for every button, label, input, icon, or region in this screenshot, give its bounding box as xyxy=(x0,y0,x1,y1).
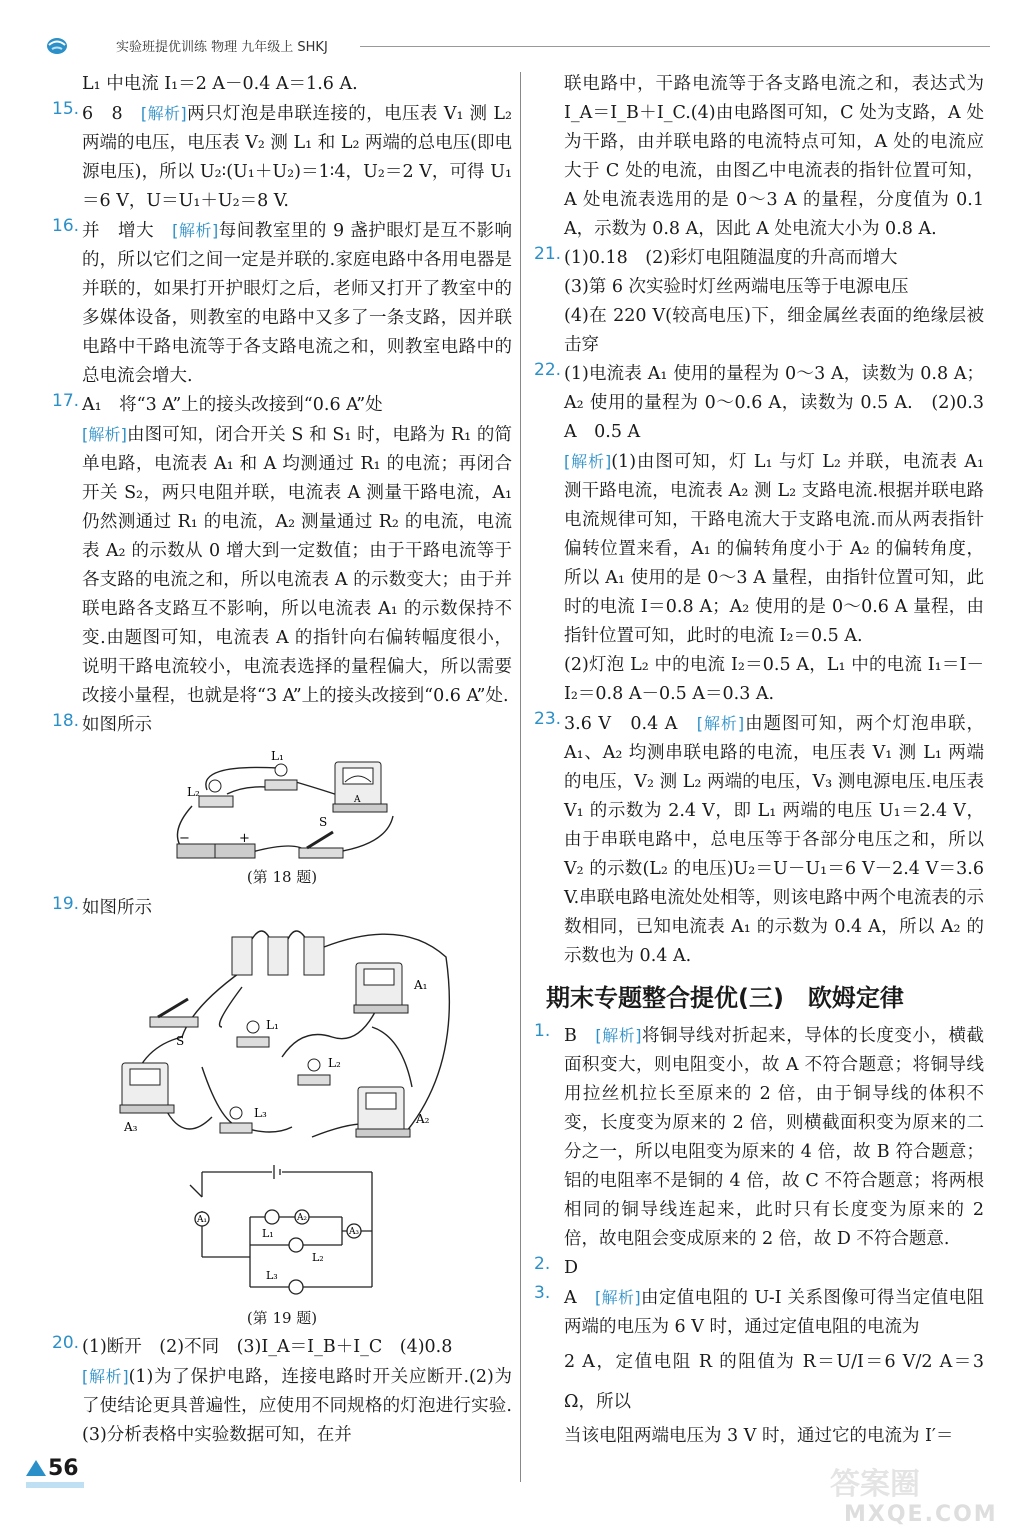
schem-l2: L₂ xyxy=(312,1251,324,1264)
question-21 xyxy=(534,244,984,360)
analysis-tag: [解析] xyxy=(696,714,745,733)
ammeter-a1-icon xyxy=(354,963,408,1013)
page-number xyxy=(26,1456,84,1490)
label-l3: L₃ xyxy=(254,1106,267,1120)
header-rule xyxy=(360,46,990,47)
analysis-text: 将铜导线对折起来，导体的长度变小，横截面积变大，则电阻变小，故 A 不符合题意；将铜导线用拉丝机拉长至原来的 2 倍，由于铜导线的体积不变，长度变为原来的 2 倍，则横截面积变为原来的二分之一，所以电阻变为原来的 4 倍，故 B 符合题意；铝的电阻率不是铜的 4 倍，故 C 不符合题意；将两根相同的铜导线连起来，此时只有长度变为原来的 2 倍，故电阻会变成原来的 2 倍，故 D 不符合题意. xyxy=(564,1026,984,1249)
analysis-tag: [解析] xyxy=(140,104,187,123)
watermark-logo: 答案圈 xyxy=(830,1467,920,1502)
answer: 3.6 V 0.4 A xyxy=(564,714,697,734)
label-a2: A₂ xyxy=(416,1112,430,1126)
schematic-diagram xyxy=(190,1165,372,1294)
analysis-text: 每间教室里的 9 盏护眼灯是互不影响的，所以它们之间一定是并联的.家庭电路中各用电器是并联的，如果打开护眼灯之后，老师又打开了教室中的多媒体设备，则教室的电路中又多了一条支路，因并联电路中干路电流等于各支路电流之和，则教室电路中的总电流会增大. xyxy=(82,221,512,386)
schem-a1: A₁ xyxy=(196,1215,208,1225)
question-number: 17. xyxy=(52,391,80,411)
question-number: 18. xyxy=(52,711,80,731)
analysis-tag: [解析] xyxy=(564,452,612,471)
right-column xyxy=(534,70,984,1451)
watermark-url: MXQE.COM xyxy=(844,1502,998,1527)
analysis-text: (1)为了保护电路，连接电路时开关应断开.(2)为了使结论更具普遍性，应使用不同规格的灯泡进行实验.(3)分析表格中实验数据可知，在并 xyxy=(82,1367,512,1445)
question-22 xyxy=(534,360,984,709)
answer: 并 增大 xyxy=(82,221,173,241)
book-logo-icon xyxy=(46,34,68,56)
question-number: 19. xyxy=(52,894,80,914)
switch-icon xyxy=(299,832,343,858)
section-title: 期末专题整合提优(三) 欧姆定律 xyxy=(546,984,904,1012)
analysis-tag: [解析] xyxy=(82,425,127,444)
battery-icon xyxy=(177,844,255,858)
page-header xyxy=(30,30,990,58)
analysis-text-2: (2)灯泡 L₂ 中的电流 I₂＝0.5 A，L₁ 中的电流 I₁＝I－I₂＝0.8 A－0.5 A＝0.3 A. xyxy=(564,655,984,704)
analysis-tag: [解析] xyxy=(594,1288,641,1307)
label-s: S xyxy=(319,815,328,829)
answer: B xyxy=(564,1026,596,1046)
answer: 如图所示 xyxy=(82,898,152,918)
ammeter-a3-icon xyxy=(120,1063,174,1113)
analysis-tag: [解析] xyxy=(595,1026,642,1045)
answer: A₁ 将“3 A”上的接头改接到“0.6 A”处 xyxy=(82,395,383,415)
question-number: 2. xyxy=(534,1254,551,1274)
section-question-1 xyxy=(534,1021,984,1254)
label-minus: − xyxy=(179,831,190,846)
analysis-tag: [解析] xyxy=(82,1367,129,1386)
analysis-text: 两只灯泡是串联连接的，电压表 V₁ 测 L₂ 两端的电压，电压表 V₂ 测 L₁ 和 L₂ 两端的总电压(即电源电压)，所以 U₂∶(U₁＋U₂)＝1∶4，U₂＝2 V，可得 U₁＝6 V，U＝U₁＋U₂＝8 V. xyxy=(82,104,512,211)
label-plus: + xyxy=(239,831,250,846)
question-17 xyxy=(52,391,512,711)
q14-continuation: L₁ 中电流 I₁＝2 A－0.4 A＝1.6 A. xyxy=(82,74,358,94)
question-19 xyxy=(52,894,512,923)
figure-18-circuit xyxy=(157,744,407,866)
formula-line: 2 A，定值电阻 R 的阻值为 R＝U/I＝6 V/2 A＝3 Ω，所以 xyxy=(564,1352,984,1412)
left-column xyxy=(52,70,512,1450)
analysis-text: 由图可知，闭合开关 S 和 S₁ 时，电路为 R₁ 的简单电路，电流表 A₁ 和 A 均测通过 R₁ 的电流；再闭合开关 S₂，两只电阻并联，电流表 A 测量干路电流，A₁ 仍然测通过 R₁ 的电流，A₂ 测量通过 R₂ 的电流，电流表 A₂ 的示数从 0 增大到一定数值；由于干路电流等于各支路的电流之和，所以电流表 A 的示数变大；由于并联电路各支路互不影响，所以电流表 A₁ 的示数保持不变.由题图可知，电流表 A 的指针向右偏转幅度很小，说明干路电流较小，电流表选择的量程偏大，所以需要改接小量程，也就是将“3 A”上的接头改接到“0.6 A”处. xyxy=(82,425,512,706)
answer: (1)断开 (2)不同 (3)I_A＝I_B＋I_C (4)0.8 xyxy=(82,1337,453,1357)
question-number: 16. xyxy=(52,216,80,236)
analysis-text: 由题图可知，两个灯泡串联，A₁、A₂ 均测串联电路的电流，电压表 V₁ 测 L₁ 两端的电压，V₂ 测 L₂ 两端的电压，V₃ 测电源电压.电压表 V₁ 的示数为 2.4 V，即 L₁ 两端的电压 U₁＝2.4 V，由于串联电路中，总电压等于各部分电压之和，所以 V₂ 的示数(L₂ 的电压)U₂＝U－U₁＝6 V－2.4 V＝3.6 V.串联电路电流处处相等，则该电路中两个电流表的示数相同，已知电流表 A₁ 的示数为 0.4 A，所以 A₂ 的示数也为 0.4 A. xyxy=(564,714,984,966)
answer: A xyxy=(564,1288,595,1308)
battery-pack-icon xyxy=(232,937,324,975)
answer: (1)电流表 A₁ 使用的量程为 0～3 A，读数为 0.8 A；A₂ 使用的量程为 0～0.6 A，读数为 0.5 A. (2)0.3 A 0.5 A xyxy=(564,364,984,442)
question-18 xyxy=(52,711,512,740)
analysis-text: (1)由图可知，灯 L₁ 与灯 L₂ 并联，电流表 A₁ 测干路电流，电流表 A₂ 测 L₂ 支路电流.根据并联电路电流规律可知，干路电流大于支路电流.而从两表指针偏转位置来看，A₁ 的偏转角度小于 A₂ 的偏转角度，所以 A₁ 使用的是 0～3 A 量程，由指针位置可知，此时的电流 I＝0.8 A；A₂ 使用的是 0～0.6 A 量程，由指针位置可知，此时的电流 I₂＝0.5 A. xyxy=(564,452,984,646)
label-l1: L₁ xyxy=(271,749,284,763)
question-number: 23. xyxy=(534,709,562,729)
question-number: 1. xyxy=(534,1021,551,1041)
answer: D xyxy=(564,1258,579,1278)
answer-line-1: (1)0.18 (2)彩灯电阻随温度的升高而增大 xyxy=(564,248,898,268)
switch-icon xyxy=(150,999,198,1027)
answer: 如图所示 xyxy=(82,715,152,735)
page-number-text: 56 xyxy=(48,1456,79,1481)
schem-l1: L₁ xyxy=(262,1227,274,1240)
header-title: 实验班提优训练 物理 九年级上 SHKJ xyxy=(116,40,328,55)
section-question-3 xyxy=(534,1283,984,1451)
figure-19-caption: (第 19 题) xyxy=(246,1309,318,1327)
answer-line-3: (4)在 220 V(较高电压)下，细金属丝表面的绝缘层被击穿 xyxy=(564,306,984,355)
answer-line-2: (3)第 6 次实验时灯丝两端电压等于电源电压 xyxy=(564,277,909,297)
figure-19-circuit xyxy=(102,927,462,1307)
question-number: 15. xyxy=(52,99,80,119)
analysis-text-3: 当该电阻两端电压为 3 V 时，通过它的电流为 I′＝ xyxy=(564,1426,954,1446)
column-divider xyxy=(520,72,521,1482)
label-l2: L₂ xyxy=(187,785,200,799)
label-l2: L₂ xyxy=(328,1056,341,1070)
question-number: 3. xyxy=(534,1283,551,1303)
schem-a2: A₂ xyxy=(296,1213,308,1223)
answer: 6 8 xyxy=(82,104,141,124)
analysis-text: 由定值电阻的 U-I 关系图像可得当定值电阻两端的电压为 6 V 时，通过定值电阻的电流为 xyxy=(564,1288,984,1337)
label-s: S xyxy=(176,1034,185,1048)
question-20 xyxy=(52,1333,512,1450)
ammeter-a2-icon xyxy=(356,1087,410,1137)
page-number-bar xyxy=(26,1482,84,1488)
q20-continuation: 联电路中，干路电流等于各支路电流之和，表达式为 I_A＝I_B＋I_C.(4)由电路图可知，C 处为支路，A 处为干路，由并联电路的电流特点可知，A 处的电流应大于 C 处的电流，由图乙中电流表的指针位置可知，A 处电流表选用的是 0～3 A 的量程，分度值为 0.1 A，示数为 0.8 A，因此 A 处电流大小为 0.8 A. xyxy=(564,74,984,239)
schem-l3: L₃ xyxy=(266,1269,278,1282)
label-a3: A₃ xyxy=(124,1120,138,1134)
question-23 xyxy=(534,709,984,971)
label-a: A xyxy=(354,795,361,805)
figure-18-caption: (第 18 题) xyxy=(246,868,318,886)
question-15 xyxy=(52,99,512,216)
section-question-2 xyxy=(534,1254,984,1283)
up-arrow-icon xyxy=(26,1460,46,1476)
question-number: 21. xyxy=(534,244,562,264)
bulb-l1-icon xyxy=(237,1021,269,1047)
label-l1: L₁ xyxy=(266,1018,279,1032)
analysis-tag: [解析] xyxy=(172,221,219,240)
question-16 xyxy=(52,216,512,391)
question-number: 20. xyxy=(52,1333,80,1353)
bulb-l2-icon xyxy=(298,1059,330,1085)
bulb-l3-icon xyxy=(220,1107,252,1133)
label-a1: A₁ xyxy=(414,978,428,992)
question-number: 22. xyxy=(534,360,562,380)
schem-a3: A₃ xyxy=(348,1227,360,1237)
